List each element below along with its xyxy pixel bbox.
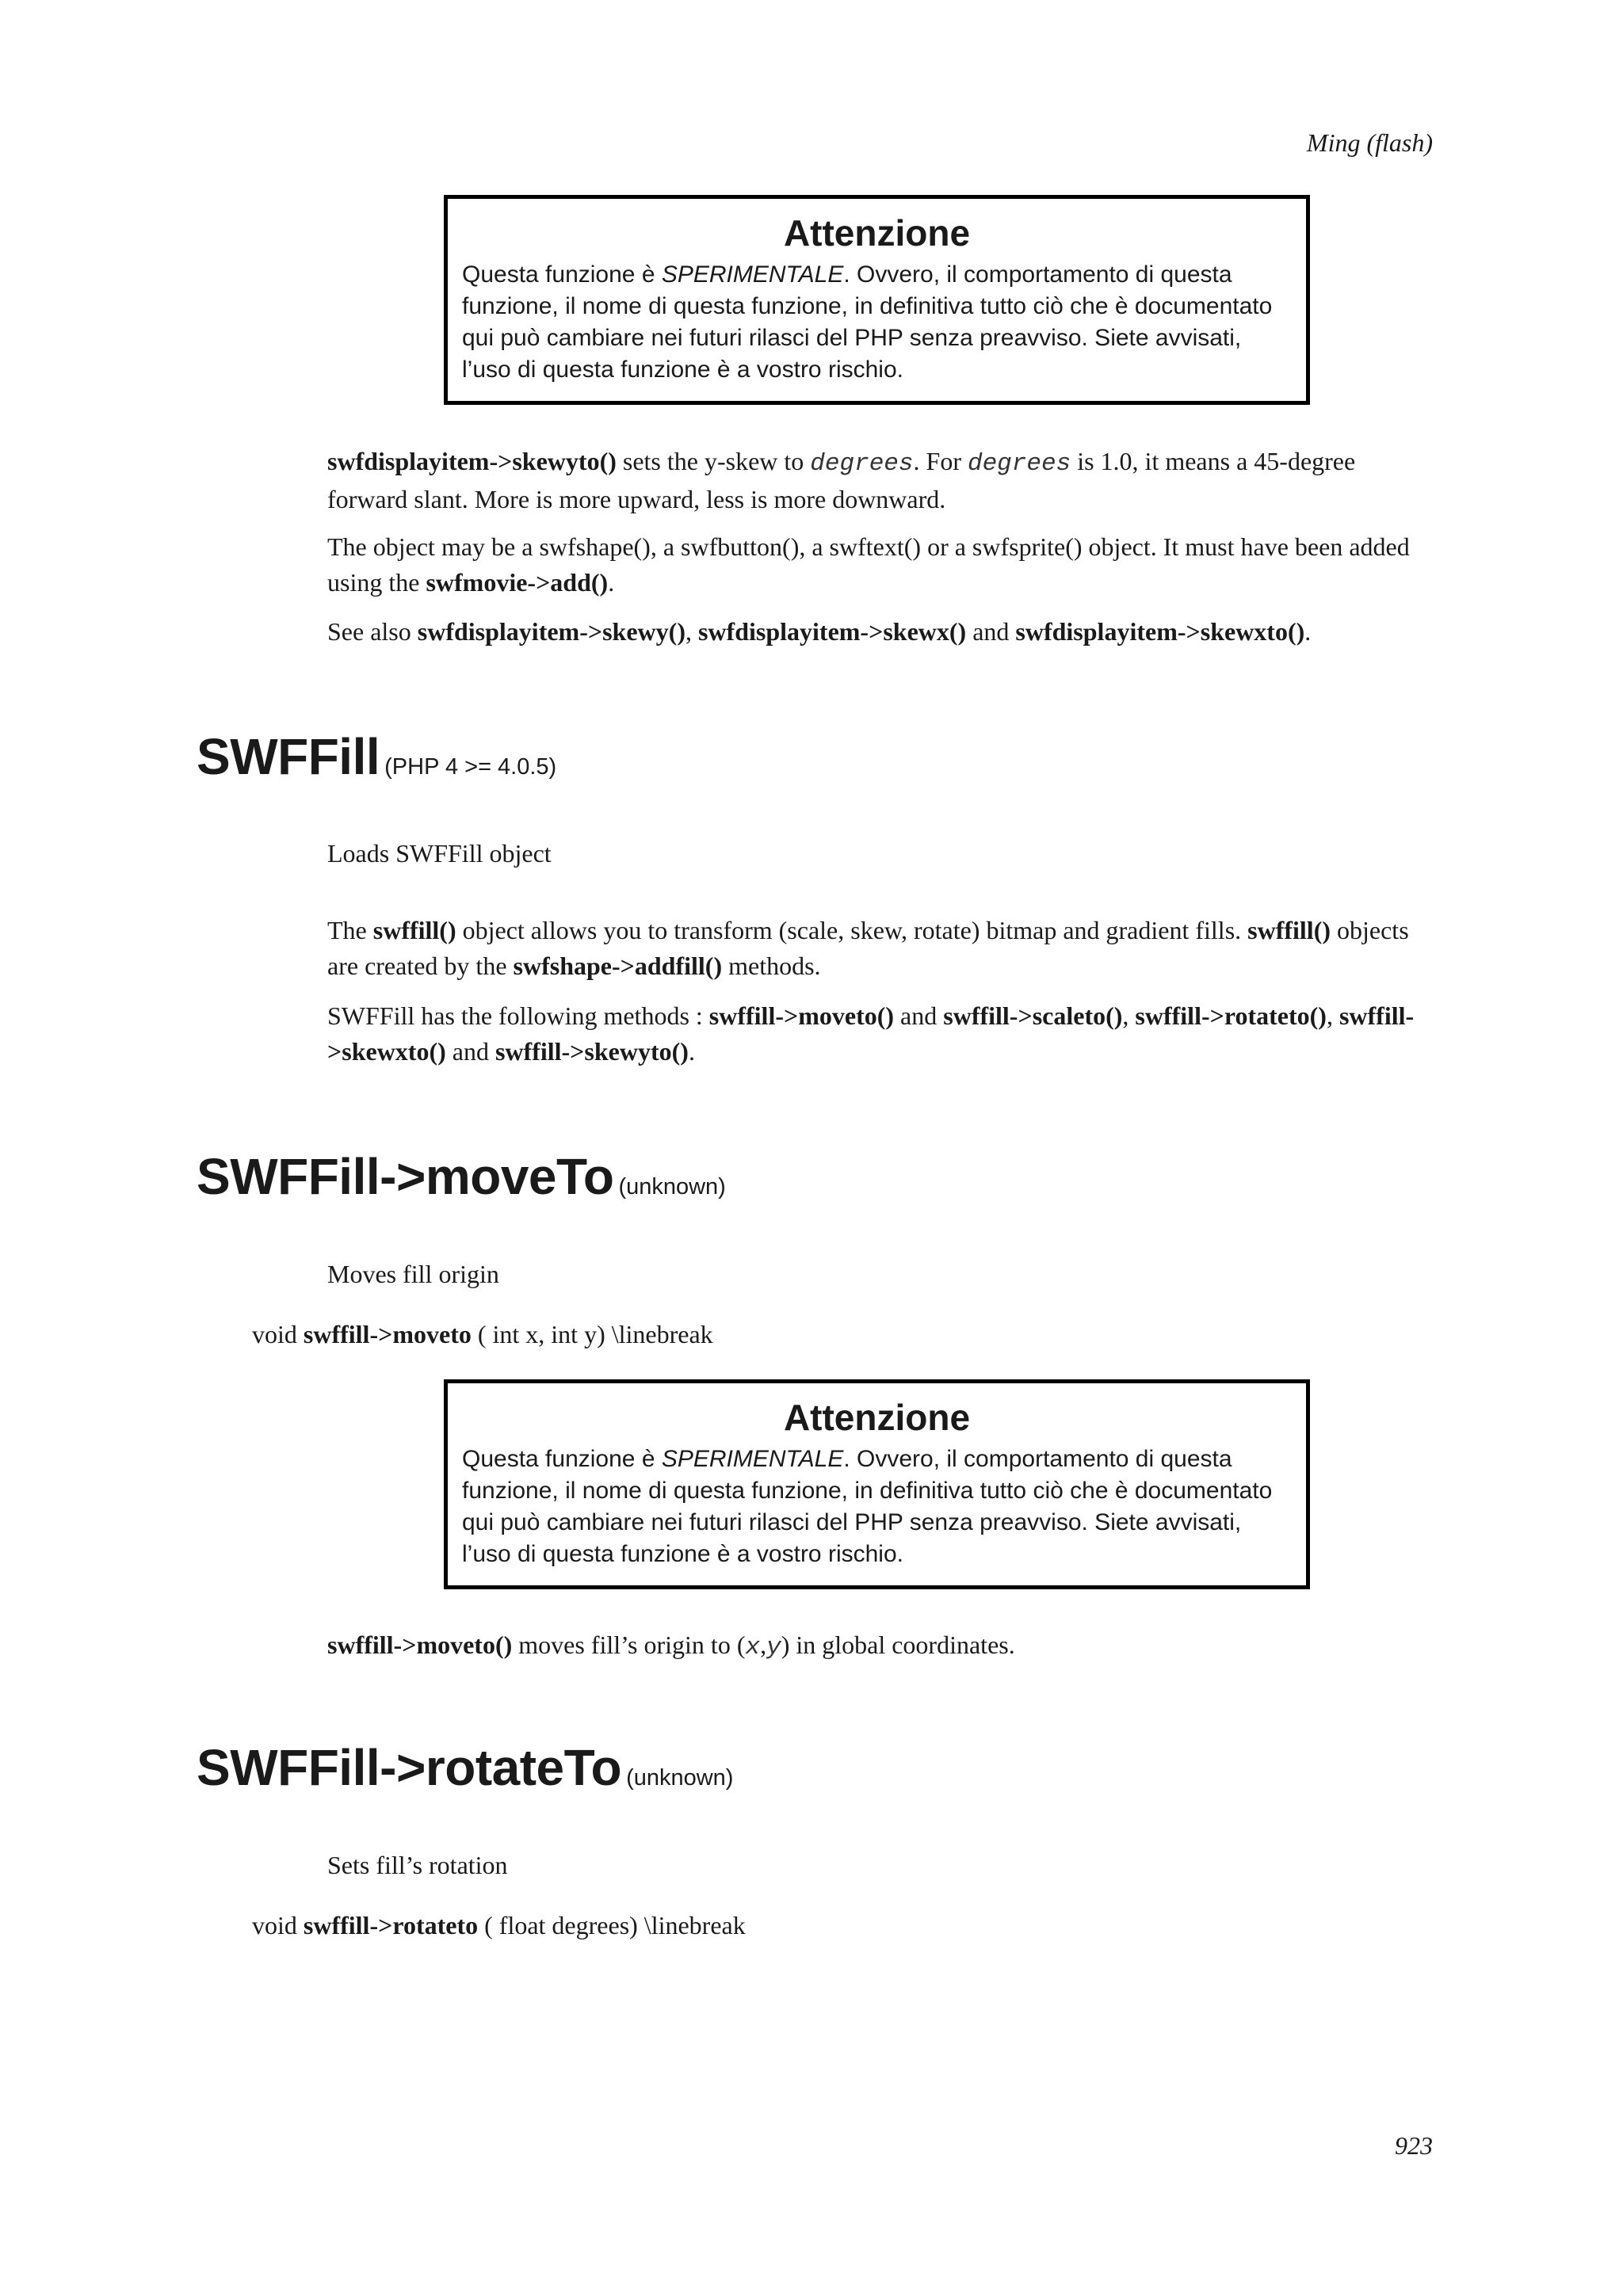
warning-text: Questa funzione è SPERIMENTALE. Ovvero, il comportamento di questa funzione, il nome di questa funzione, in definitiva tutto ciò che è documentato qui può cambiare nei futuri rilasci del PHP senza preavviso. Siete avvisati, l’uso di questa funzione è a vostro rischio. xyxy=(462,261,1273,383)
experimental-warning-box xyxy=(444,195,1310,405)
rotateto-purpose: Sets fill’s rotation xyxy=(327,1851,508,1879)
moveto-signature: void swffill->moveto ( int x, int y) \linebreak xyxy=(252,1320,713,1348)
section-heading-swffill: SWFFill (PHP 4 >= 4.0.5) xyxy=(197,728,557,785)
skewyto-description: swfdisplayitem->skewyto() sets the y-skew to degrees. For degrees is 1.0, it means a 45-degree forward slant. More is more upward, less is more downward. xyxy=(327,447,1356,513)
warning-title: Attenzione xyxy=(783,1397,971,1438)
moveto-purpose: Moves fill origin xyxy=(327,1260,499,1288)
swffill-purpose: Loads SWFFill object xyxy=(327,839,552,868)
page-number: 923 xyxy=(1395,2131,1433,2160)
skewyto-object-note: The object may be a swfshape(), a swfbutton(), a swftext() or a swfsprite() object. It must have been added using the swfmovie->add(). xyxy=(327,532,1410,597)
running-head: Ming (flash) xyxy=(1306,128,1433,157)
experimental-warning-box xyxy=(444,1379,1310,1589)
skewyto-see-also: See also swfdisplayitem->skewy(), swfdisplayitem->skewx() and swfdisplayitem->skewxto(). xyxy=(327,617,1312,646)
section-heading-rotateto: SWFFill->rotateTo (unknown) xyxy=(197,1739,734,1796)
swffill-methods: SWFFill has the following methods : swffill->moveto() and swffill->scaleto(), swffill->rotateto(), swffill->skewxto() and swffill->skewyto(). xyxy=(327,1001,1415,1066)
warning-text: Questa funzione è SPERIMENTALE. Ovvero, il comportamento di questa funzione, il nome di questa funzione, in definitiva tutto ciò che è documentato qui può cambiare nei futuri rilasci del PHP senza preavviso. Siete avvisati, l’uso di questa funzione è a vostro rischio. xyxy=(462,1446,1273,1567)
moveto-description: swffill->moveto() moves fill’s origin to (x,y) in global coordinates. xyxy=(327,1630,1015,1661)
rotateto-signature: void swffill->rotateto ( float degrees) \linebreak xyxy=(252,1911,746,1939)
warning-title: Attenzione xyxy=(783,212,971,254)
swffill-description: The swffill() object allows you to transform (scale, skew, rotate) bitmap and gradient fills. swffill() objects are created by the swfshape->addfill() methods. xyxy=(327,916,1409,980)
section-heading-moveto: SWFFill->moveTo (unknown) xyxy=(197,1148,726,1205)
